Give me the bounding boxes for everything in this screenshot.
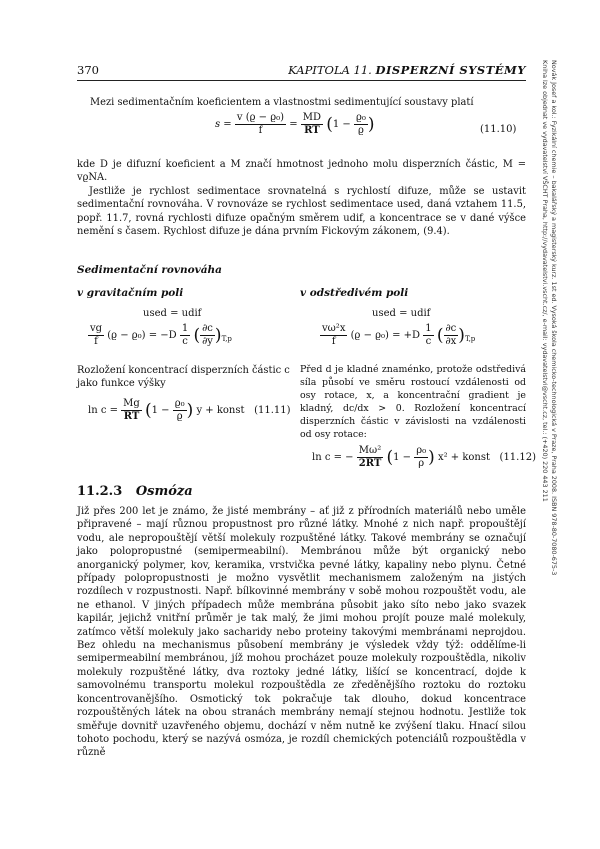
eq-lhs: s = bbox=[215, 119, 232, 130]
chapter-label: KAPITOLA 11. bbox=[288, 63, 372, 77]
subsection-number: 11.2.3 bbox=[77, 484, 123, 499]
left-eq-balance: $\frac{vg}{f}$ (ϱ − ϱ₀) = −D $\frac{1}{c}$ ( $\frac{\partial c}{\partial y}$ )$_{T,p}$ bbox=[90, 323, 232, 347]
subsection-heading bbox=[77, 484, 193, 499]
left-column-text: Rozložení koncentrací disperzních částic c jako funkce výšky bbox=[77, 365, 290, 390]
side-citation-line-1: Novák Josef a kol.: Fyzikální chemie – bakalářský a magisterský kurz. 1st ed. Vysoká škola chemicko-technologická v Praze, Praha 2008. ISBN 978-80-7080-675-3 bbox=[550, 60, 558, 576]
subsection-title: Osmóza bbox=[135, 484, 193, 499]
osmosis-paragraph: Již přes 200 let je známo, že jisté membrány – ať již z přírodních materiálů nebo uměle připravené – mají různou propustnost pro různé látky. Mnohé z nich např. propouštějí vodu, ale nepropouštějí větší molekuly rozpuštěné látky. Takové membrány se označují jako polopropustné (semipermeabilní). Membránou může být organický nebo anorganický polymer, kov, keramika, vrstvička pevné látky, kapaliny nebo plynu. Četné případy polopropustnosti je možno vysvětlit mechanismem založeným na jistých rozdílech v rozpustnosti. Např. bílkovinné membrány v sobě mohou rozpouštět vodu, ale ne ethanol. V jiných případech může membrána působit jako síto nebo jako svazek kapilár, jejichž vnitřní průměr je tak malý, že jimi mohou projít pouze malé molekuly, zatímco větší molekuly jako sacharidy nebo proteiny takovými membránami neprojdou. Bez ohledu na mechanismus působení membrány je výsledek vždy týž: oddělíme-li semipermeabilní membránou, jíž mohou procházet pouze molekuly rozpouštědla, nikoliv molekuly rozpuštěné látky, dva roztoky jedné látky, lišící se koncentrací, dojde k samovolnému transportu molekul rozpouštědla ze zředěnějšího roztoku do roztoku koncentrovanějšího. Osmotický tok pokračuje tak dlouho, dokud koncentrace rozpouštěných látek na obou stranách membrány nemají stejnou hodnotu. Jestliže tok směřuje dovnitř uzavřeného objemu, dochází v něm nutně ke zvýšení tlaku. Hnací silou tohoto pochodu, který se nazývá osmóza, je rozdíl chemických potenciálů rozpouštědla v různě bbox=[77, 506, 526, 759]
right-column-heading: v odstředivém poli bbox=[300, 287, 409, 299]
right-eq-velocity: used = udif bbox=[372, 308, 431, 319]
equation-11-11: ln c = $\frac{Mg}{RT}$ (1 − $\frac{\text{ϱ₀}}{ϱ}$ ) y + konst (11.11) bbox=[88, 398, 291, 422]
section-heading: Sedimentační rovnováha bbox=[77, 264, 222, 276]
equation-number: (11.10) bbox=[480, 124, 517, 135]
eq-frac: $\frac{\text{v (ϱ − ϱ₀)}}{f}$ bbox=[236, 112, 285, 136]
eq-frac: $\frac{\text{ϱ₀}}{ϱ}$ bbox=[355, 112, 366, 136]
page-number: 370 bbox=[77, 63, 99, 77]
left-column-heading: v gravitačním poli bbox=[77, 287, 184, 299]
running-header bbox=[288, 63, 526, 77]
equation-11-10: s = $\frac{\text{v (ϱ − ϱ₀)}}{f}$ = $\frac{MD}{RT}$ (1 − $\frac{\text{ϱ₀}}{ϱ}$ ) bbox=[215, 112, 375, 136]
side-citation-line-2: Kniha lze objednat ve vydavatelství VŠCHT Praha, http://vydavatelstvi.vscht.cz/, e-mail: vydavatelstvi@vscht.cz, tel.: (+420) 220 443 211 bbox=[541, 60, 549, 502]
right-column-text: Před d je kladné znaménko, protože odstředivá síla působí ve směru rostoucí vzdálenosti od osy rotace, x, a koncentrační gradient je kladný, dc/dx > 0. Rozložení koncentrací disperzních částic v závislosti na vzdálenosti od osy rotace: bbox=[300, 364, 526, 440]
paragraph: kde D je difuzní koeficient a M značí hmotnost jednoho molu disperzních částic, M = vϱNA. bbox=[77, 159, 526, 184]
chapter-title: DISPERZNÍ SYSTÉMY bbox=[375, 63, 526, 77]
right-eq-balance: $\frac{\text{vω²x}}{f}$ (ϱ − ϱ₀) = +D $\frac{1}{c}$ ( $\frac{\partial c}{\partial x}$ )$_{T,p}$ bbox=[322, 323, 476, 347]
equation-11-12: ln c = − $\frac{\text{Mω²}}{2RT}$ (1 − $\frac{\text{ρ₀}}{\rho}$ ) x² + konst (11.12) bbox=[312, 445, 536, 469]
left-eq-velocity: used = udif bbox=[143, 308, 202, 319]
side-citation bbox=[541, 60, 584, 600]
paragraph: Jestliže je rychlost sedimentace srovnatelná s rychlostí difuze, může se ustavit sedimentační rovnováha. V rovnováze se rychlost sedimentace used, daná vztahem 11.5, popř. 11.7, rovná rychlosti difuze opačným směrem udif, a koncentrace se v dané výšce nemění s časem. Rychlost difuze je dána prvním Fickovým zákonem, (9.4). bbox=[77, 186, 526, 238]
intro-text: Mezi sedimentačním koeficientem a vlastnostmi sedimentující soustavy platí bbox=[90, 97, 474, 108]
eq-frac: $\frac{MD}{RT}$ bbox=[302, 112, 322, 136]
header-rule bbox=[77, 80, 526, 81]
